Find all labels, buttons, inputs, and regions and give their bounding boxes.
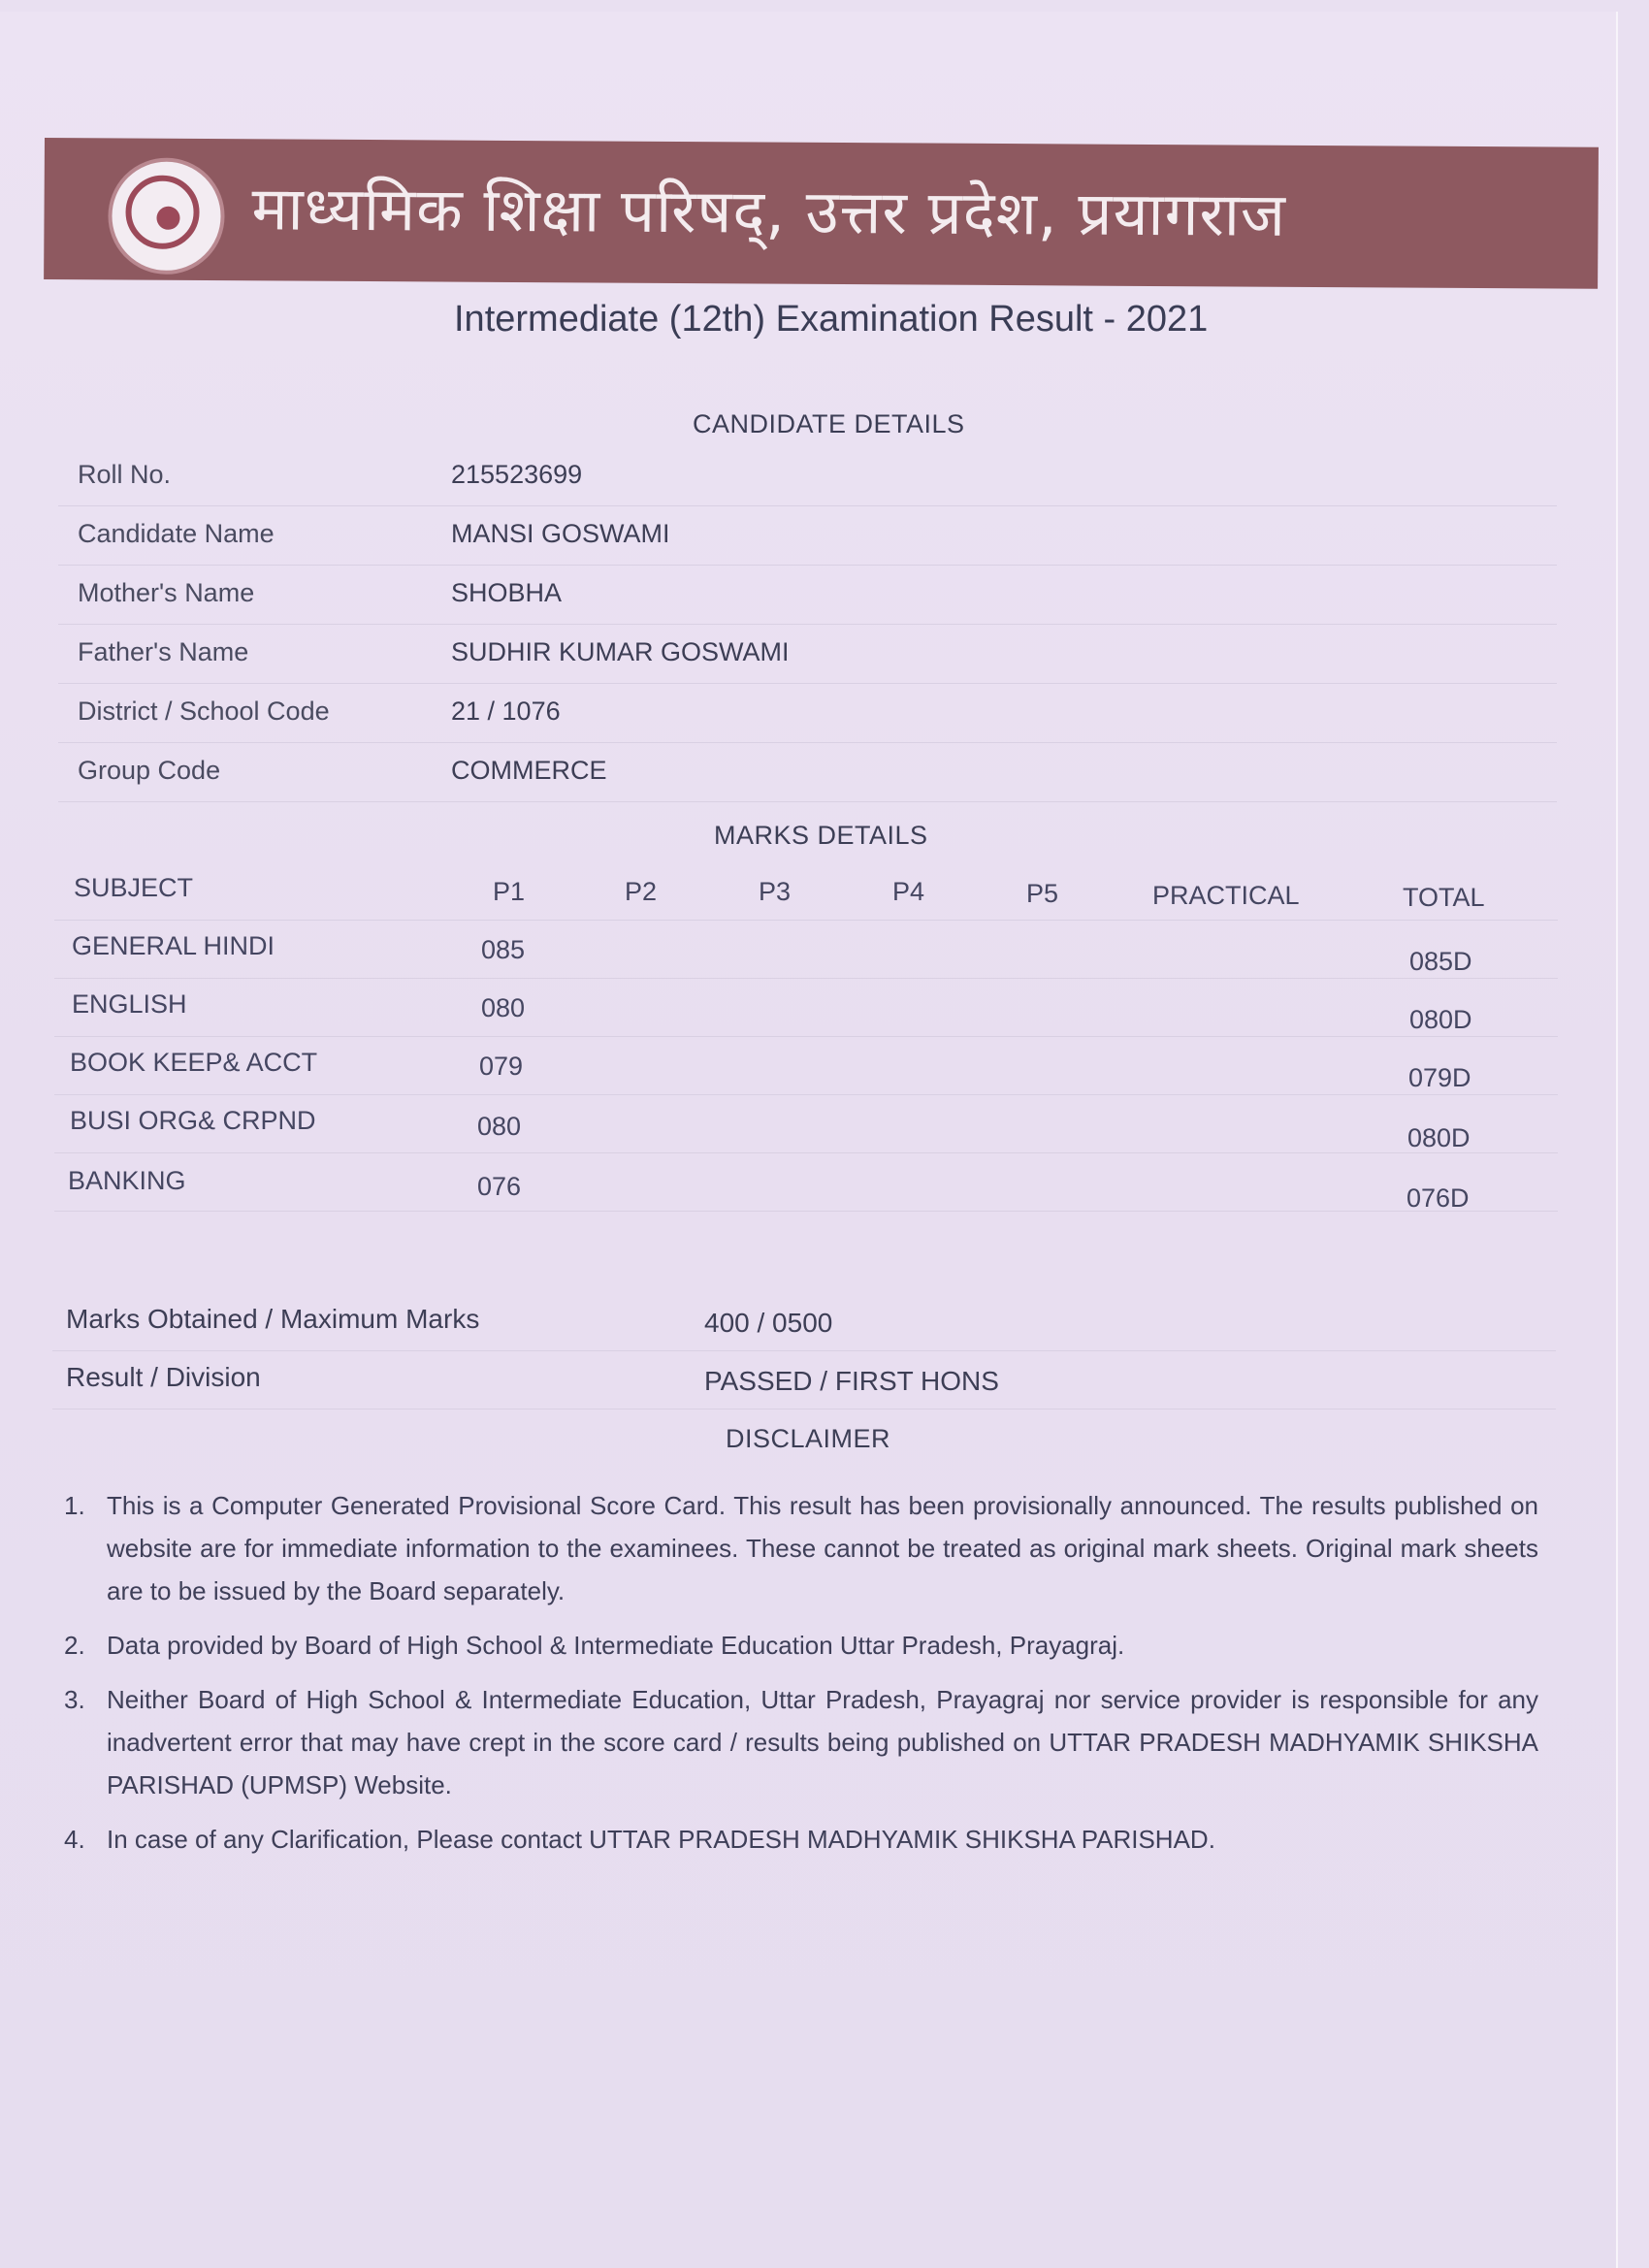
field-value: 215523699 xyxy=(451,460,583,489)
field-value: 21 / 1076 xyxy=(451,697,561,726)
marks-row-book-keeping xyxy=(54,1036,1558,1095)
field-value: SUDHIR KUMAR GOSWAMI xyxy=(451,637,790,666)
col-total: TOTAL xyxy=(1403,883,1485,912)
subject-name: ENGLISH xyxy=(72,989,187,1019)
p1-mark: 079 xyxy=(479,1052,524,1081)
col-p5: P5 xyxy=(1026,879,1059,908)
col-p4: P4 xyxy=(892,877,925,906)
field-label: Group Code xyxy=(78,756,221,785)
subject-name: BANKING xyxy=(68,1166,186,1195)
col-subject: SUBJECT xyxy=(74,873,194,902)
disclaimer-text: Neither Board of High School & Intermediate Education, Uttar Pradesh, Prayagraj nor service provider is responsible for any inadvertent error that may have crept in the score card / results being published on UTTAR PRADESH MADHYAMIK SHIKSHA PARISHAD (UPMSP) Website. xyxy=(107,1685,1538,1799)
total-mark: 080D xyxy=(1409,1005,1472,1034)
field-label: Father's Name xyxy=(78,637,249,666)
disclaimer-item xyxy=(64,1484,1538,1612)
field-value: MANSI GOSWAMI xyxy=(451,519,670,548)
disclaimer-text: Data provided by Board of High School & Intermediate Education Uttar Pradesh, Prayagraj. xyxy=(107,1631,1125,1660)
marks-obtained-row xyxy=(52,1292,1556,1351)
candidate-row-district-school xyxy=(58,683,1557,743)
disclaimer-number: 3. xyxy=(64,1685,85,1714)
disclaimer-item xyxy=(64,1678,1538,1806)
marks-obtained-label: Marks Obtained / Maximum Marks xyxy=(66,1304,480,1334)
col-p2: P2 xyxy=(625,877,658,906)
total-mark: 080D xyxy=(1407,1123,1471,1152)
field-label: District / School Code xyxy=(78,697,330,726)
marks-header-row xyxy=(54,861,1558,921)
marks-row-banking xyxy=(54,1152,1558,1212)
total-mark: 079D xyxy=(1408,1063,1471,1092)
score-card-page xyxy=(0,12,1618,2268)
marks-details-heading: MARKS DETAILS xyxy=(714,821,928,850)
disclaimer-heading: DISCLAIMER xyxy=(726,1424,891,1453)
disclaimer-text: In case of any Clarification, Please contact UTTAR PRADESH MADHYAMIK SHIKSHA PARISHAD. xyxy=(107,1825,1215,1854)
field-label: Roll No. xyxy=(78,460,172,489)
field-label: Mother's Name xyxy=(78,578,255,607)
marks-row-english xyxy=(54,978,1558,1037)
p1-mark: 080 xyxy=(477,1112,522,1141)
field-label: Candidate Name xyxy=(78,519,275,548)
board-emblem-icon xyxy=(108,157,225,275)
candidate-row-roll xyxy=(58,446,1557,506)
p1-mark: 085 xyxy=(481,935,526,964)
candidate-row-group xyxy=(58,742,1557,802)
disclaimer-number: 1. xyxy=(64,1491,85,1520)
header-banner xyxy=(44,138,1599,289)
field-value: COMMERCE xyxy=(451,756,607,785)
p1-mark: 076 xyxy=(477,1172,522,1201)
marks-row-general-hindi xyxy=(54,920,1558,979)
field-value: SHOBHA xyxy=(451,578,563,607)
total-mark: 076D xyxy=(1406,1183,1470,1213)
total-mark: 085D xyxy=(1409,947,1472,976)
p1-mark: 080 xyxy=(481,993,526,1022)
disclaimer-list xyxy=(64,1484,1538,1872)
disclaimer-text: This is a Computer Generated Provisional Score Card. This result has been provisionally announced. The results published on website are for immediate information to the examinees. These cannot be treated as original mark sheets. Original mark sheets are to be issued by the Board separately. xyxy=(107,1491,1538,1605)
disclaimer-number: 2. xyxy=(64,1631,85,1660)
candidate-row-mother xyxy=(58,565,1557,625)
disclaimer-item xyxy=(64,1818,1538,1861)
result-division-label: Result / Division xyxy=(66,1362,261,1392)
candidate-row-father xyxy=(58,624,1557,684)
result-division-value: PASSED / FIRST HONS xyxy=(704,1366,999,1396)
marks-row-business-org xyxy=(54,1094,1558,1153)
subject-name: BUSI ORG& CRPND xyxy=(70,1106,316,1135)
candidate-row-name xyxy=(58,505,1557,566)
disclaimer-number: 4. xyxy=(64,1825,85,1854)
col-p3: P3 xyxy=(759,877,792,906)
col-practical: PRACTICAL xyxy=(1152,881,1300,910)
subject-name: GENERAL HINDI xyxy=(72,931,275,960)
exam-title: Intermediate (12th) Examination Result - 2021 xyxy=(454,299,1209,340)
disclaimer-item xyxy=(64,1624,1538,1667)
candidate-details-heading: CANDIDATE DETAILS xyxy=(693,409,965,438)
board-name: माध्यमिक शिक्षा परिषद्, उत्तर प्रदेश, प्रयागराज xyxy=(251,173,1287,250)
result-division-row xyxy=(52,1350,1556,1409)
col-p1: P1 xyxy=(493,877,526,906)
marks-obtained-value: 400 / 0500 xyxy=(704,1308,833,1338)
subject-name: BOOK KEEP& ACCT xyxy=(70,1048,318,1077)
